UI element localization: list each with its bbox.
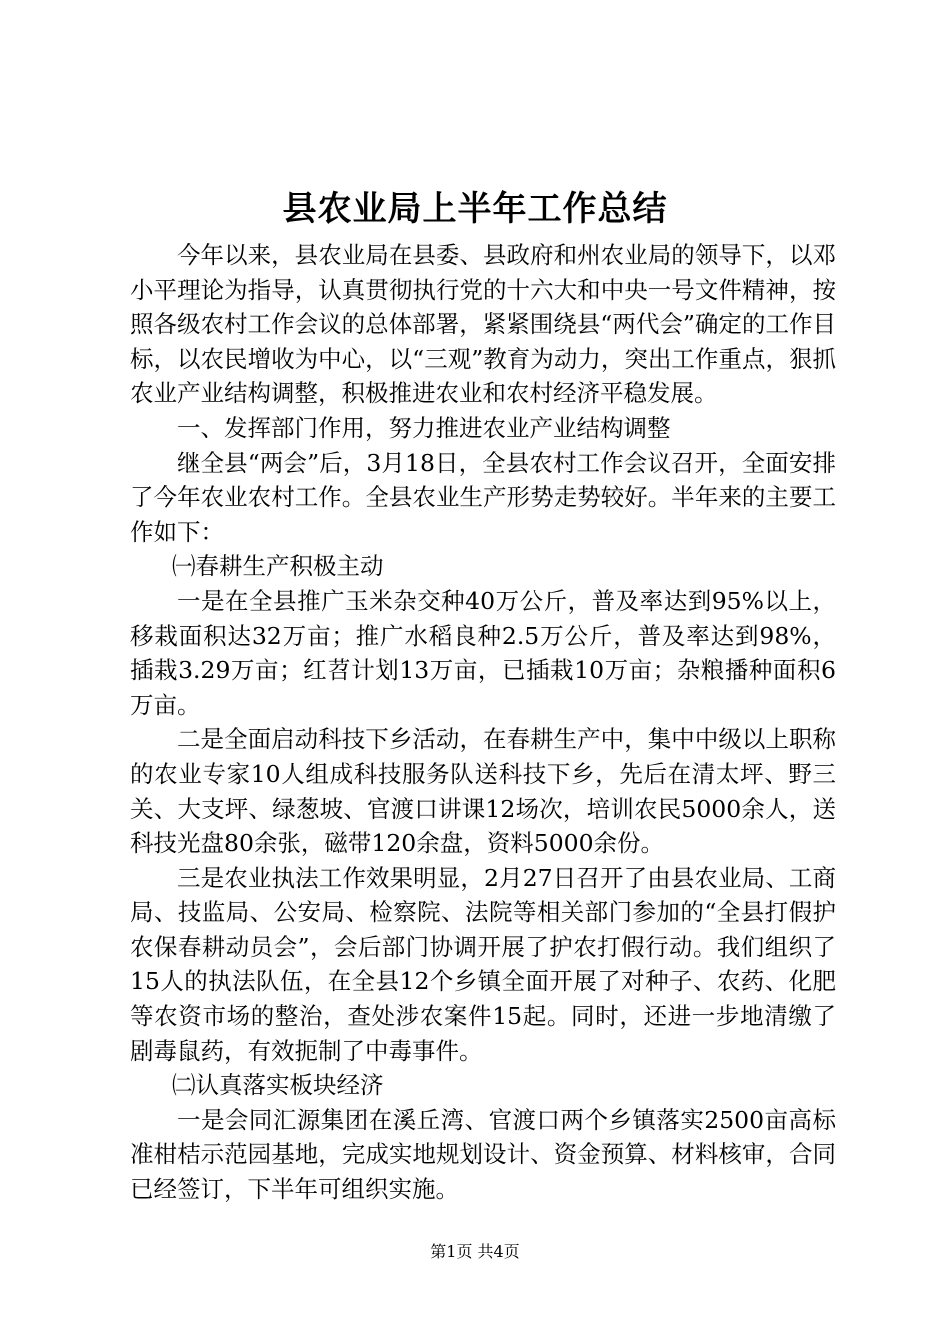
document-title: 县农业局上半年工作总结	[282, 189, 668, 229]
subsection-heading: ㈠春耕生产积极主动	[172, 552, 384, 581]
body-paragraph: 二是全面启动科技下乡活动，在春耕生产中，集中中级以上职称的农业专家10人组成科技服务队送科技下乡，先后在清太坪、野三关、大支坪、绿葱坡、官渡口讲课12场次，培训农民5000余人，送科技光盘80余张，磁带120余盘，资料5000余份。	[130, 725, 836, 858]
subsection-heading: ㈡认真落实板块经济	[172, 1071, 384, 1100]
page-number-footer: 第1页 共4页	[430, 1242, 520, 1261]
body-paragraph: 今年以来，县农业局在县委、县政府和州农业局的领导下，以邓小平理论为指导，认真贯彻执行党的十六大和中央一号文件精神，按照各级农村工作会议的总体部署，紧紧围绕县“两代会”确定的工作目标，以农民增收为中心，以“三观”教育为动力，突出工作重点，狠抓农业产业结构调整，积极推进农业和农村经济平稳发展。	[130, 241, 836, 408]
body-paragraph: 一是在全县推广玉米杂交种40万公斤，普及率达到95%以上，移栽面积达32万亩；推广水稻良种2.5万公斤，普及率达到98%，插栽3.29万亩；红苕计划13万亩，已插栽10万亩；杂粮播种面积6万亩。	[130, 586, 836, 719]
body-paragraph: 继全县“两会”后，3月18日，全县农村工作会议召开，全面安排了今年农业农村工作。全县农业生产形势走势较好。半年来的主要工作如下：	[130, 448, 836, 546]
document-body	[130, 238, 836, 1207]
section-heading: 一、发挥部门作用，努力推进农业产业结构调整	[177, 413, 671, 442]
body-paragraph: 三是农业执法工作效果明显，2月27日召开了由县农业局、工商局、技监局、公安局、检察院、法院等相关部门参加的“全县打假护农保春耕动员会”，会后部门协调开展了护农打假行动。我们组织了15人的执法队伍，在全县12个乡镇全面开展了对种子、农药、化肥等农资市场的整治，查处涉农案件15起。同时，还进一步地清缴了剧毒鼠药，有效扼制了中毒事件。	[130, 863, 836, 1065]
body-paragraph: 一是会同汇源集团在溪丘湾、官渡口两个乡镇落实2500亩高标准柑桔示范园基地，完成实地规划设计、资金预算、材料核审，合同已经签订，下半年可组织实施。	[130, 1105, 836, 1204]
